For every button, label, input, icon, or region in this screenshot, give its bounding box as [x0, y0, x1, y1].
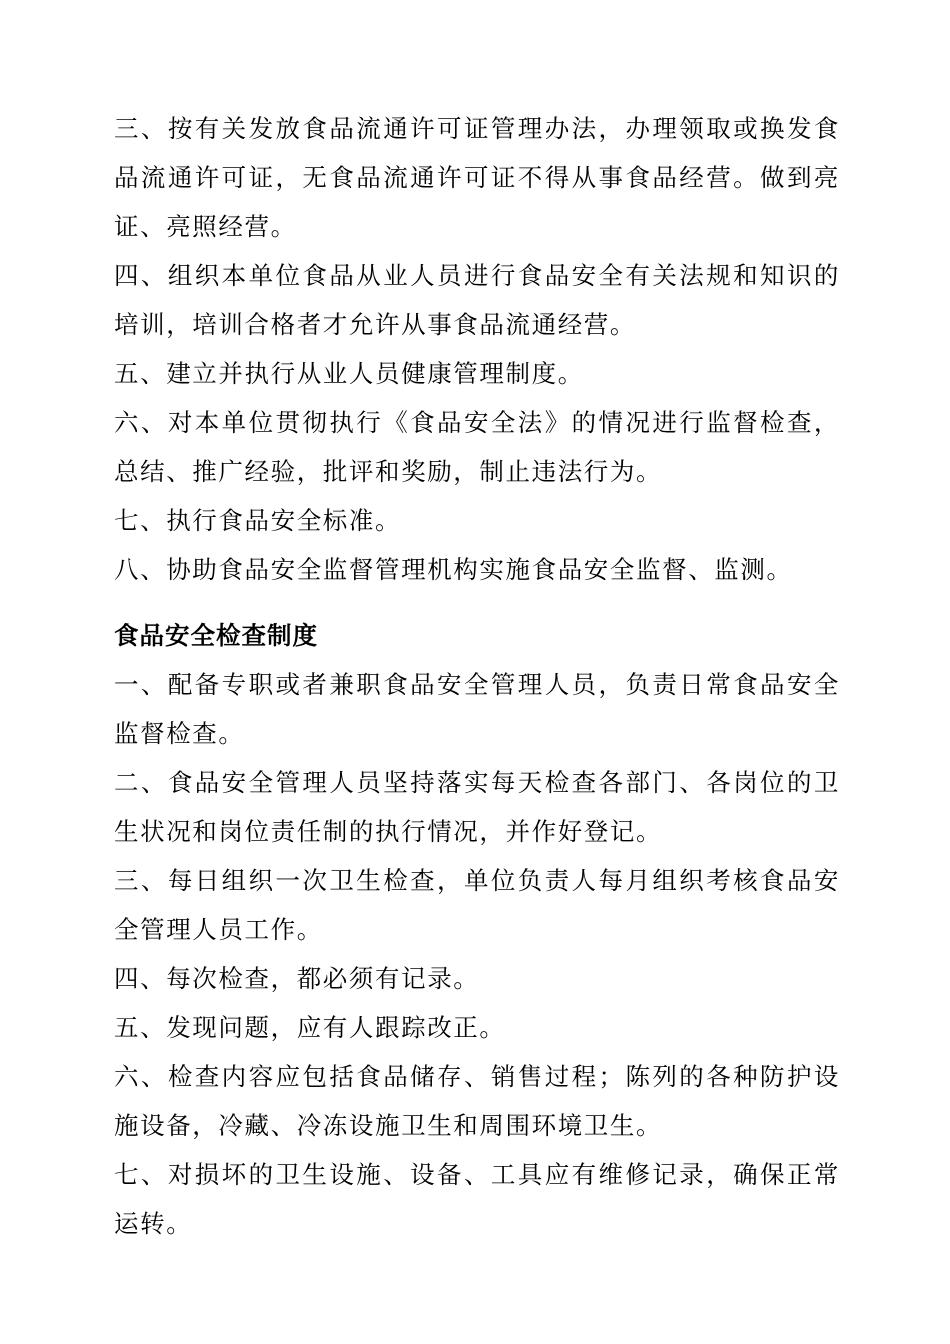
paragraph-item-6: 六、对本单位贯彻执行《食品安全法》的情况进行监督检查，总结、推广经验，批评和奖励，制止违法行为。: [114, 408, 840, 486]
check-item-5: 五、发现问题，应有人跟踪改正。: [114, 1013, 506, 1042]
paragraph-item-3: 三、按有关发放食品流通许可证管理办法，办理领取或换发食品流通许可证，无食品流通许可证不得从事食品经营。做到亮证、亮照经营。: [114, 114, 840, 241]
paragraph-item-7: 七、执行食品安全标准。: [114, 506, 402, 535]
check-item-6: 六、检查内容应包括食品储存、销售过程；陈列的各种防护设施设备，冷藏、冷冻设施卫生和周围环境卫生。: [114, 1062, 840, 1140]
section-title: 食品安全检查制度: [114, 621, 318, 650]
paragraph-item-5: 五、建立并执行从业人员健康管理制度。: [114, 359, 584, 388]
check-item-7: 七、对损坏的卫生设施、设备、工具应有维修记录，确保正常运转。: [114, 1160, 840, 1238]
check-item-1: 一、配备专职或者兼职食品安全管理人员，负责日常食品安全监督检查。: [114, 670, 840, 748]
check-item-4: 四、每次检查，都必须有记录。: [114, 964, 480, 993]
check-item-2: 二、食品安全管理人员坚持落实每天检查各部门、各岗位的卫生状况和岗位责任制的执行情况，并作好登记。: [114, 768, 840, 846]
document-body: [114, 104, 840, 1248]
paragraph-item-4: 四、组织本单位食品从业人员进行食品安全有关法规和知识的培训，培训合格者才允许从事食品流通经营。: [114, 261, 840, 339]
paragraph-item-8: 八、协助食品安全监督管理机构实施食品安全监督、监测。: [114, 555, 793, 584]
check-item-3: 三、每日组织一次卫生检查，单位负责人每月组织考核食品安全管理人员工作。: [114, 866, 840, 944]
